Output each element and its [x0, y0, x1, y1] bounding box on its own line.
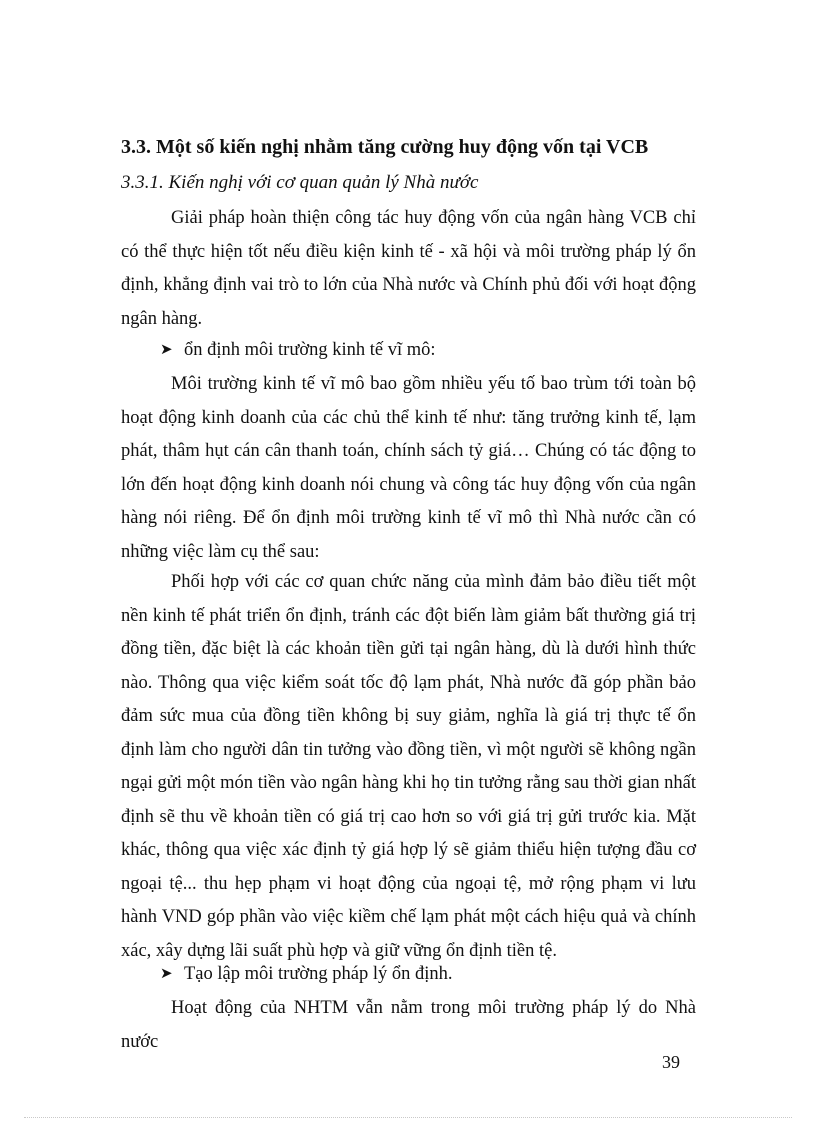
bullet-macro-stability	[160, 340, 436, 361]
arrow-bullet-icon: ➤	[160, 966, 173, 982]
arrow-bullet-icon: ➤	[160, 342, 173, 358]
page-number: 39	[662, 1052, 680, 1072]
paragraph-coordination: Phối hợp với các cơ quan chức năng của mình đảm bảo điều tiết một nền kinh tế phát triển ổn định, tránh các đột biến làm giảm bất thường giá trị đồng tiền, đặc biệt là các khoản tiền gửi tại ngân hàng, dù là dưới hình thức nào. Thông qua việc kiểm soát tốc độ lạm phát, Nhà nước đã góp phần bảo đảm sức mua của đồng tiền không bị suy giảm, nghĩa là giá trị thực tế ổn định làm cho người dân tin tưởng vào đồng tiền, vì một người sẽ không ngần ngại gửi một món tiền vào ngân hàng khi họ tin tưởng rằng sau thời gian nhất định sẽ thu về khoản tiền có giá trị cao hơn so với giá trị gửi trước kia. Mặt khác, thông qua việc xác định tỷ giá hợp lý sẽ giảm thiểu hiện tượng đầu cơ ngoại tệ... thu hẹp phạm vi hoạt động của ngoại tệ, mở rộng phạm vi lưu hành VND góp phần vào việc kiềm chế lạm phát một cách hiệu quả và chính xác, xây dựng lãi suất phù hợp và giữ vững ổn định tiền tệ.	[121, 572, 696, 961]
bullet-macro-stability-text: ổn định môi trường kinh tế vĩ mô:	[184, 340, 436, 360]
paragraph-macro-environment: Môi trường kinh tế vĩ mô bao gồm nhiều yếu tố bao trùm tới toàn bộ hoạt động kinh doanh của các chủ thể kinh tế như: tăng trưởng kinh tế, lạm phát, thâm hụt cán cân thanh toán, chính sách tỷ giá… Chúng có tác động to lớn đến hoạt động kinh doanh nói chung và công tác huy động vốn của ngân hàng nói riêng. Để ổn định môi trường kinh tế vĩ mô thì Nhà nước cần có những việc làm cụ thể sau:	[121, 374, 696, 562]
paragraph-legal: Hoạt động của NHTM vẫn nằm trong môi trường pháp lý do Nhà nước	[121, 998, 696, 1052]
footer-divider	[24, 1117, 792, 1118]
paragraph-intro: Giải pháp hoàn thiện công tác huy động vốn của ngân hàng VCB chỉ có thể thực hiện tốt nếu điều kiện kinh tế - xã hội và môi trường pháp lý ổn định, khẳng định vai trò to lớn của Nhà nước và Chính phủ đối với hoạt động ngân hàng.	[121, 208, 696, 329]
bullet-legal-environment	[160, 964, 453, 985]
section-heading: 3.3. Một số kiến nghị nhằm tăng cường huy động vốn tại VCB	[121, 136, 649, 158]
bullet-legal-environment-text: Tạo lập môi trường pháp lý ổn định.	[184, 964, 453, 984]
subsection-heading: 3.3.1. Kiến nghị với cơ quan quản lý Nhà nước	[121, 172, 479, 193]
